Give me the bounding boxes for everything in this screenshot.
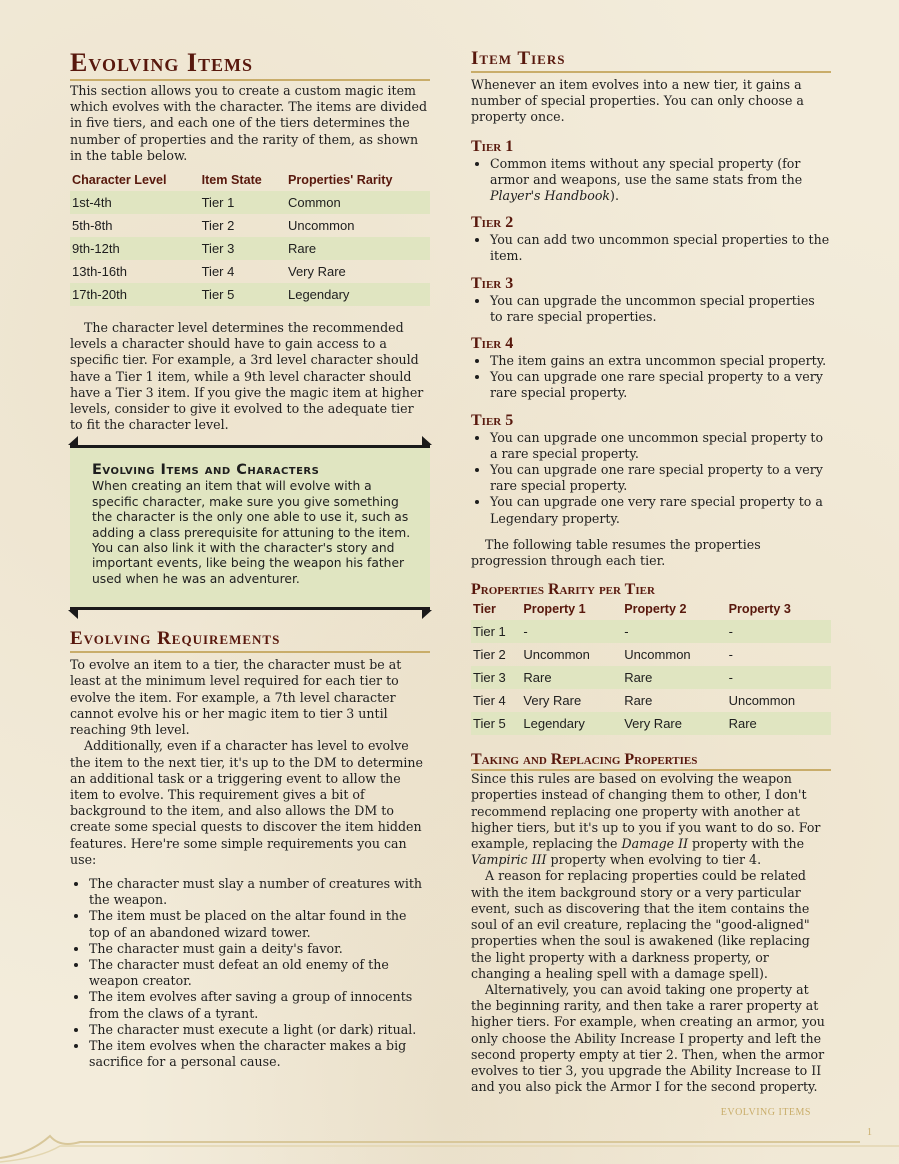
list-item: • You can upgrade one very rare special property to a Legendary property. [490, 494, 831, 526]
replacing-paragraph-1 [471, 771, 831, 868]
table-cell: Rare [624, 693, 653, 709]
replacing-paragraph-2: A reason for replacing properties could be related with the item background story or a very particular event, such as discovering that the item contains the soul of an evil creature, replacing the "good-aligned" properties when the soul is awakened (like replacing the light property with a darkness property, or changing a healing spell with a damage spell). [471, 868, 810, 981]
list-item: • You can upgrade one rare special property to a very rare special property. [490, 369, 831, 401]
table-row [471, 666, 831, 689]
table-row [471, 712, 831, 735]
tier-3-list [471, 293, 831, 325]
tier-2-heading: Tier 2 [471, 214, 514, 232]
table-cell: Rare [523, 670, 552, 686]
item-tiers-intro: Whenever an item evolves into a new tier, it gains a number of special properties. You can only choose a property once. [471, 77, 804, 125]
table-cell: Uncommon [624, 647, 691, 663]
list-item: • The item evolves when the character makes a big sacrifice for a personal cause. [89, 1038, 430, 1070]
level-table [70, 170, 430, 306]
requirements-list [70, 876, 430, 1070]
left-column [70, 48, 430, 1070]
text-run: property when evolving to tier 4. [546, 852, 762, 868]
list-item: • The character must execute a light (or dark) ritual. [89, 1022, 430, 1038]
intro-paragraph: This section allows you to create a custom magic item which evolves with the character. The items are divided in five tiers, and each one of the tiers determines the number of properties and the rarity of them, as shown in the table below. [70, 83, 428, 163]
tier-3-heading: Tier 3 [471, 274, 514, 292]
vampiric-property-ref: Vampiric III [471, 852, 547, 868]
level-table-header [70, 170, 430, 191]
page-title: Evolving Items [70, 48, 430, 81]
list-item: • The item must be placed on the altar found in the top of an abandoned wizard tower. [89, 908, 430, 940]
table-cell: Very Rare [287, 264, 346, 280]
table-cell: Tier 2 [201, 218, 235, 234]
table-cell: Tier 5 [201, 287, 235, 303]
tier-2-list [471, 232, 831, 264]
table-cell: Tier 3 [201, 241, 235, 257]
rarity-table [471, 599, 831, 735]
table-cell: 13th-16th [72, 264, 127, 280]
table-header: Property 2 [624, 602, 687, 617]
list-item: • The character must defeat an old enemy of the weapon creator. [89, 957, 430, 989]
list-item: • The character must gain a deity's favor. [89, 941, 430, 957]
page-number: 1 [867, 1127, 872, 1138]
tier-1-heading: Tier 1 [471, 137, 514, 155]
tier-5-list [471, 430, 831, 527]
list-item: • You can add two uncommon special properties to the item. [490, 232, 831, 264]
list-item: • The item evolves after saving a group of innocents from the claws of a tyrant. [89, 989, 430, 1021]
table-cell: Very Rare [523, 693, 582, 709]
tier-5-heading: Tier 5 [471, 411, 514, 429]
note-corner-ornament [68, 610, 78, 619]
table-header: Item State [201, 173, 262, 188]
players-handbook-ref: Player's Handbook [490, 188, 611, 204]
table-cell: - [728, 624, 733, 640]
table-cell: 17th-20th [72, 287, 127, 303]
list-item [490, 156, 831, 205]
table-cell: 1st-4th [72, 195, 112, 211]
list-item: • You can upgrade one rare special property to a very rare special property. [490, 462, 831, 494]
rarity-table-title: Properties Rarity per Tier [471, 581, 655, 599]
tier-4-heading: Tier 4 [471, 335, 514, 353]
note-title: Evolving Items and Characters [92, 462, 320, 479]
table-header: Character Level [72, 173, 167, 188]
table-cell: Tier 3 [473, 670, 506, 686]
tier-4-list [471, 353, 831, 402]
rarity-table-header [471, 599, 831, 620]
progression-paragraph: The following table resumes the properties progression through each tier. [471, 536, 761, 569]
tier-1-list [471, 156, 831, 205]
table-row [471, 643, 831, 666]
table-cell: Tier 1 [201, 195, 235, 211]
table-header: Property 3 [728, 602, 791, 617]
table-cell: 5th-8th [72, 218, 113, 234]
table-cell: Tier 1 [473, 624, 506, 640]
tier-1-text-end: ). [610, 188, 619, 204]
text-run: Since this rules are based on evolving the weapon properties instead of changing them to other, I don't recommend replacing one property with another at higher tiers, but it's up to you if you want to do so. For example, replacing the [471, 771, 821, 852]
footer-ornament [0, 1128, 899, 1164]
replacing-heading: Taking and Replacing Properties [471, 751, 831, 771]
table-row [70, 283, 430, 306]
right-column [471, 48, 831, 1095]
table-cell: - [728, 647, 733, 663]
note-corner-ornament [422, 610, 432, 619]
level-paragraph: The character level determines the recommended levels a character should have to gain access to a specific tier. For example, a 3rd level character should have a Tier 1 item, while a 9th level character should have a Tier 3 item. If you give the magic item at higher levels, consider to give it evolved to the adequate tier to fit the character level. [70, 320, 424, 433]
table-cell: Uncommon [523, 647, 590, 663]
table-cell: Very Rare [624, 716, 682, 732]
replacing-paragraph-3: Alternatively, you can avoid taking one property at the beginning rarity, and then take a rarer property at higher tiers. For example, when creating an armor, you only choose the Ability Increase I property and left the second property empty at tier 2. Then, when the armor evolves to tier 3, you upgrade the Ability Increase to II and you also pick the Armor I for the second property. [471, 981, 825, 1095]
table-cell: - [624, 624, 629, 640]
table-cell: Tier 5 [473, 716, 506, 732]
table-cell: - [523, 624, 528, 640]
table-row [471, 689, 831, 712]
item-tiers-heading: Item Tiers [471, 48, 831, 73]
list-item: • You can upgrade one uncommon special property to a rare special property. [490, 430, 831, 462]
note-corner-ornament [68, 436, 78, 445]
requirements-heading: Evolving Requirements [70, 628, 430, 653]
footer-label: EVOLVING ITEMS [720, 1107, 811, 1118]
table-row [70, 260, 430, 283]
table-cell: Legendary [287, 287, 350, 303]
note-corner-ornament [422, 436, 432, 445]
table-cell: Tier 2 [473, 647, 506, 663]
table-cell: Rare [287, 241, 317, 257]
table-cell: - [728, 670, 733, 686]
tier-1-text: Common items without any special property (for armor and weapons, use the same stats from the [490, 155, 803, 187]
table-row [70, 237, 430, 260]
table-row [70, 214, 430, 237]
requirements-paragraph-1: To evolve an item to a tier, the character must be at least at the minimum level required for each tier to evolve the item. For example, a 7th level character cannot evolve his or her magic item to tier 3 until reaching 9th level. [70, 657, 402, 738]
table-cell: Rare [728, 716, 757, 732]
list-item: • The character must slay a number of creatures with the weapon. [89, 876, 430, 908]
table-cell: Uncommon [287, 218, 355, 234]
list-item: • You can upgrade the uncommon special properties to rare special properties. [490, 293, 831, 325]
table-header: Properties' Rarity [287, 173, 393, 188]
text-run: property with the [688, 836, 805, 852]
list-item: • The item gains an extra uncommon special property. [490, 353, 831, 369]
table-cell: Uncommon [728, 693, 796, 709]
note-body: When creating an item that will evolve with a specific character, make sure you give something the character is the only one able to use it, such as adding a class prerequisite for attuning to the item. You can also link it with the character's story and important events, like being the weapon his father used when he was an adventurer. [92, 479, 411, 586]
requirements-paragraph-2: Additionally, even if a character has level to evolve the item to the next tier, it's up to the DM to determine an additional task or a triggering event to allow the item to evolve. This requirement gives a bit of background to the item, and also allows the DM to create some special quests to discover the item hidden features. Here're some simple requirements you can use: [70, 738, 423, 867]
table-cell: Legendary [523, 716, 585, 732]
table-cell: Common [287, 195, 341, 211]
table-row [471, 620, 831, 643]
table-cell: Rare [624, 670, 653, 686]
table-header: Tier [473, 602, 496, 617]
table-cell: Tier 4 [201, 264, 235, 280]
table-header: Property 1 [523, 602, 586, 617]
table-cell: 9th-12th [72, 241, 120, 257]
note-box [70, 445, 430, 610]
table-row [70, 191, 430, 214]
table-cell: Tier 4 [473, 693, 506, 709]
damage-property-ref: Damage II [621, 836, 689, 852]
